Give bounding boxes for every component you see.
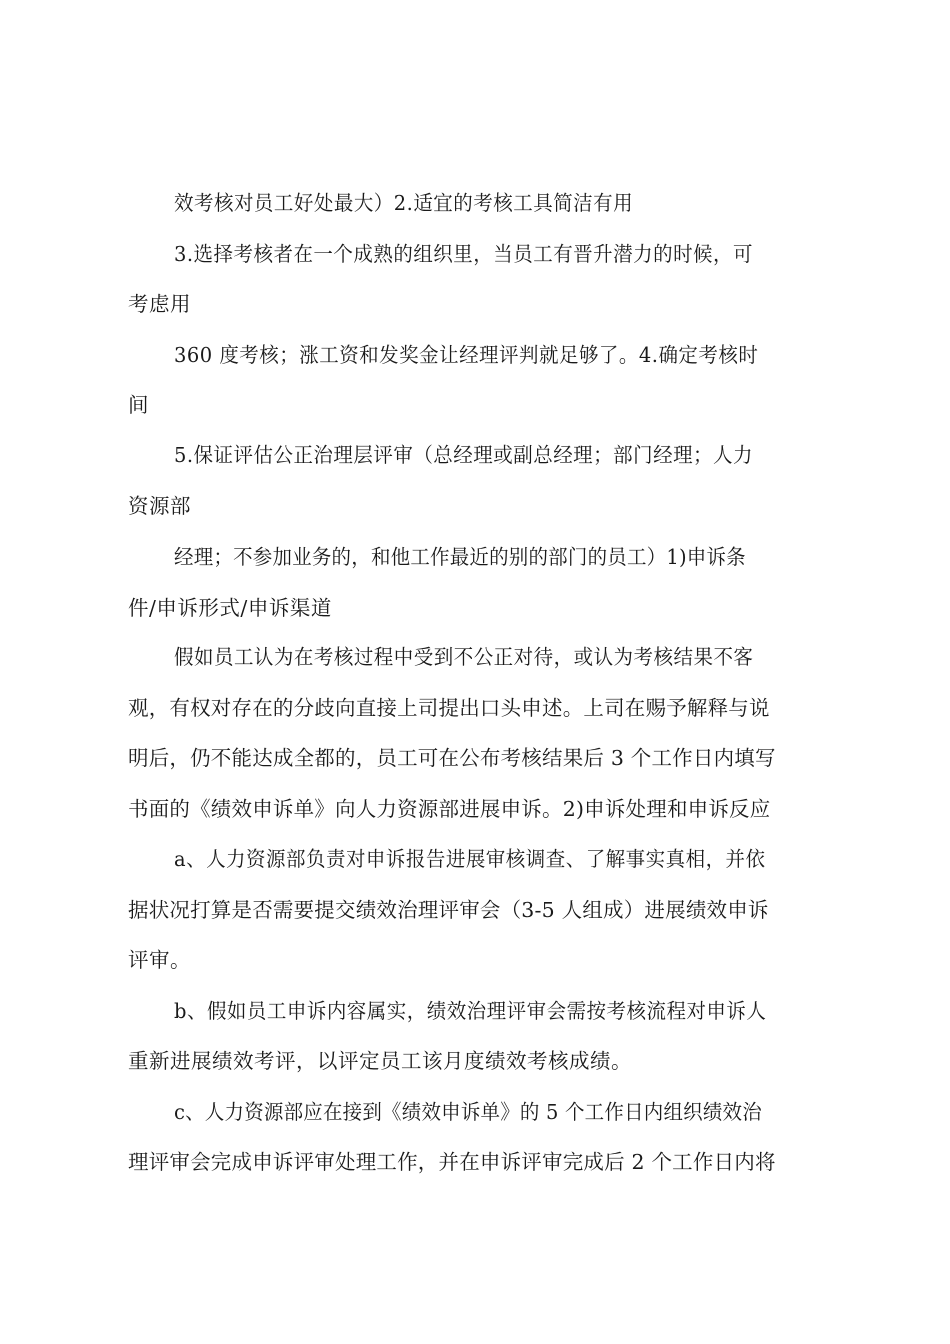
text-line: 书面的《绩效申诉单》向人力资源部进展申诉。2)申诉处理和申诉反应 [128,797,771,821]
text-line: 评审。 [128,948,191,972]
text-line: 资源部 [128,494,191,518]
text-line: 重新进展绩效考评，以评定员工该月度绩效考核成绩。 [128,1049,632,1073]
text-line: 观，有权对存在的分歧向直接上司提出口头申述。上司在赐予解释与说 [128,696,770,720]
text-line: 效考核对员工好处最大）2.适宜的考核工具简洁有用 [174,191,634,215]
text-line: 据状况打算是否需要提交绩效治理评审会（3-5 人组成）进展绩效申诉 [128,898,769,922]
text-line: b、假如员工申诉内容属实，绩效治理评审会需按考核流程对申诉人 [174,999,767,1023]
text-line: 5.保证评估公正治理层评审（总经理或副总经理；部门经理；人力 [174,443,753,467]
text-line: 经理；不参加业务的，和他工作最近的别的部门的员工）1)申诉条 [174,545,746,569]
text-line: 假如员工认为在考核过程中受到不公正对待，或认为考核结果不客 [174,645,754,669]
text-line: 件/申诉形式/申诉渠道 [128,596,332,620]
text-line: c、人力资源部应在接到《绩效申诉单》的 5 个工作日内组织绩效治 [174,1100,762,1124]
text-line: 3.选择考核者在一个成熟的组织里，当员工有晋升潜力的时候，可 [174,242,753,266]
text-line: 考虑用 [128,292,191,316]
text-line: 间 [128,393,149,417]
text-line: a、人力资源部负责对申诉报告进展审核调查、了解事实真相，并依 [174,847,766,871]
text-line: 理评审会完成申诉评审处理工作，并在申诉评审完成后 2 个工作日内将 [128,1150,776,1174]
text-line: 360 度考核；涨工资和发奖金让经理评判就足够了。4.确定考核时 [174,343,759,367]
text-line: 明后，仍不能达成全都的，员工可在公布考核结果后 3 个工作日内填写 [128,746,776,770]
